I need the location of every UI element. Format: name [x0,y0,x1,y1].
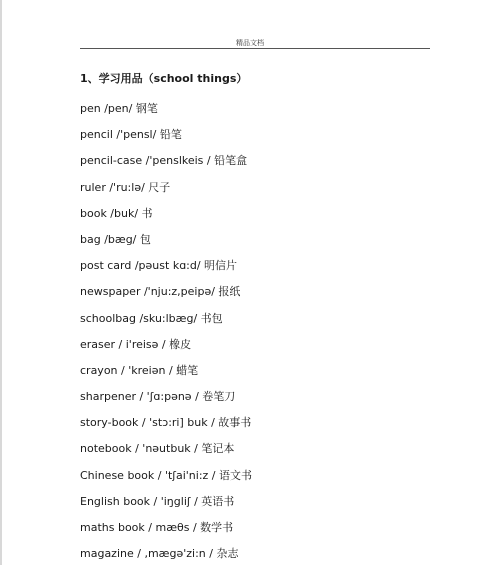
vocab-item: story-book / 'stɔ:ri] buk / 故事书 [80,416,252,430]
vocab-item: notebook / 'nəutbuk / 笔记本 [80,442,235,456]
vocab-item: book /buk/ 书 [80,206,153,220]
vocab-item: sharpener / 'ʃɑ:pənə / 卷笔刀 [80,390,236,404]
vocab-item: English book / 'iŋgliʃ / 英语书 [80,494,235,508]
vocab-item: maths book / mæθs / 数学书 [80,521,234,534]
vocabulary-list [80,96,440,567]
vocab-item: pen /pen/ 钢笔 [80,102,158,115]
vocab-item: crayon / 'kreiən / 蜡笔 [80,363,199,377]
page-edge [0,0,2,565]
header-divider [80,48,430,49]
vocab-item: pencil /'pensl/ 铅笔 [80,128,182,142]
vocab-item: schoolbag /sku:lbæg/ 书包 [80,311,223,325]
vocab-item: ruler /'ru:lə/ 尺子 [80,180,171,194]
vocab-item: post card /pəust kɑ:d/ 明信片 [80,259,238,273]
section-title: 1、学习用品（school things） [80,72,248,85]
document-content [80,70,440,567]
vocab-item: Chinese book / 'tʃai'ni:z / 语文书 [80,468,253,482]
vocab-item: bag /bæg/ 包 [80,232,151,246]
vocab-item: magazine / ,mægə'zi:n / 杂志 [80,547,239,561]
vocab-item: newspaper /'nju:z,peipə/ 报纸 [80,285,241,299]
vocab-item: pencil-case /'penslkeis / 铅笔盒 [80,154,248,168]
vocab-item: eraser / i'reisə / 橡皮 [80,337,192,351]
page-header: 精品文档 [236,39,264,47]
